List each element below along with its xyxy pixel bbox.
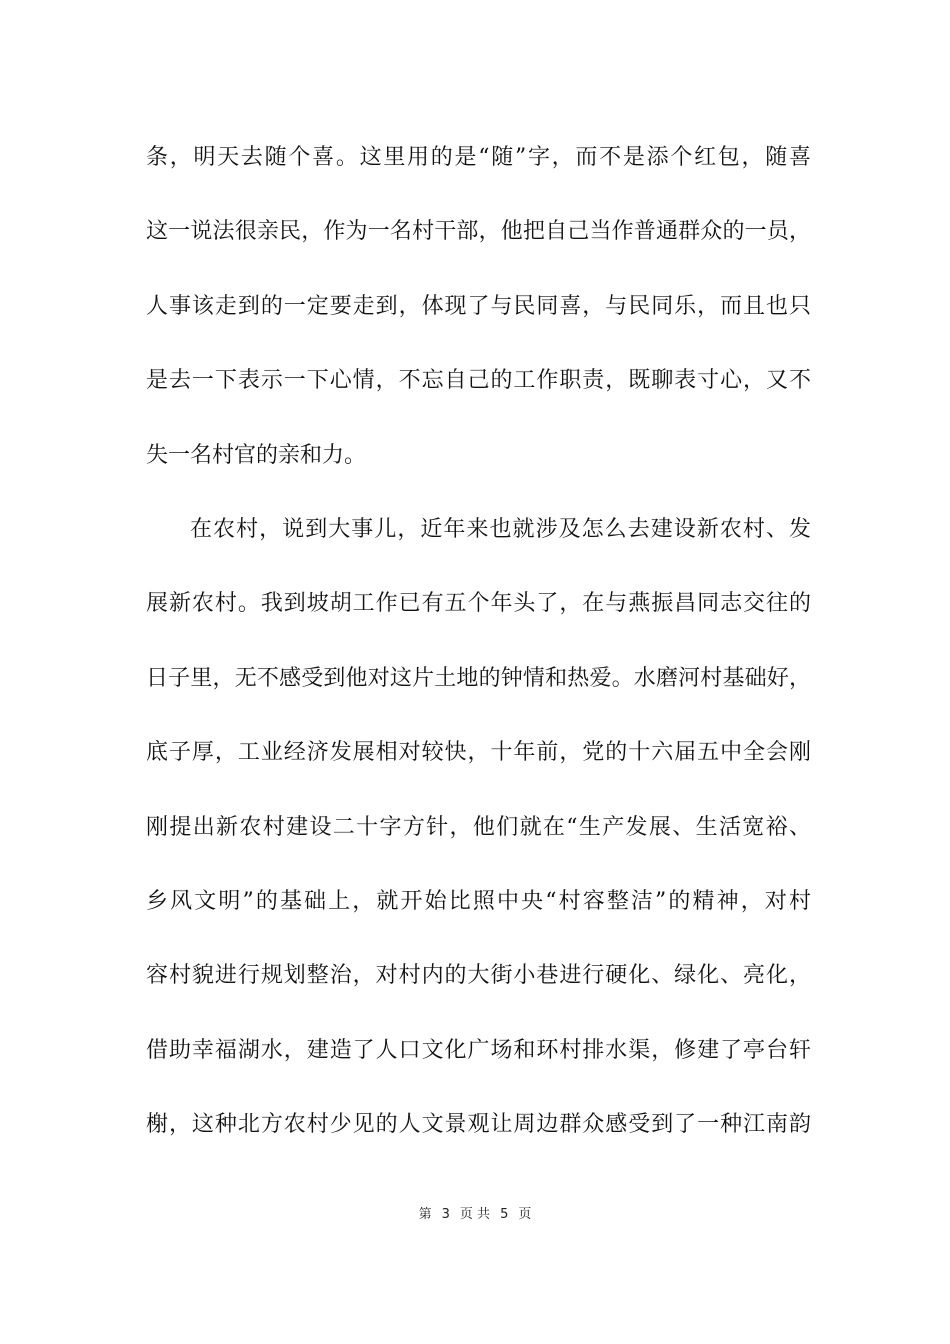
footer-total-pages: 5 [500, 1207, 509, 1222]
footer-prefix: 第 [418, 1207, 432, 1222]
text-line: 展新农村。我到坡胡工作已有五个年头了，在与燕振昌同志交往的 [146, 591, 811, 617]
text-line: 容村貌进行规划整治，对村内的大街小巷进行硬化、绿化、亮化， [146, 963, 811, 989]
text-line: 是去一下表示一下心情，不忘自己的工作职责，既聊表寸心，又不 [146, 368, 811, 394]
paragraph-start-line: 在农村，说到大事儿，近年来也就涉及怎么去建设新农村、发 [190, 516, 811, 542]
text-line: 失一名村官的亲和力。 [146, 442, 367, 468]
text-line: 人事该走到的一定要走到，体现了与民同喜，与民同乐，而且也只 [146, 293, 811, 319]
footer-suffix: 页 [518, 1207, 532, 1222]
text-line: 刚提出新农村建设二十字方针，他们就在“生产发展、生活宽裕、 [146, 814, 811, 840]
page-footer [0, 1205, 950, 1225]
text-line: 榭，这种北方农村少见的人文景观让周边群众感受到了一种江南韵 [146, 1112, 811, 1138]
text-line: 这一说法很亲民，作为一名村干部，他把自己当作普通群众的一员， [146, 219, 811, 245]
text-line: 借助幸福湖水，建造了人口文化广场和环村排水渠，修建了亭台轩 [146, 1037, 811, 1063]
text-line: 乡风文明”的基础上，就开始比照中央“村容整洁”的精神，对村 [146, 888, 811, 914]
text-line: 底子厚，工业经济发展相对较快，十年前，党的十六届五中全会刚 [146, 740, 811, 766]
text-line: 条，明天去随个喜。这里用的是“随”字，而不是添个红包，随喜 [146, 145, 811, 170]
body-text [146, 133, 811, 1174]
text-line: 日子里，无不感受到他对这片土地的钟情和热爱。水磨河村基础好， [146, 665, 811, 691]
footer-current-page: 3 [441, 1207, 450, 1222]
footer-middle: 页 共 [459, 1207, 491, 1222]
